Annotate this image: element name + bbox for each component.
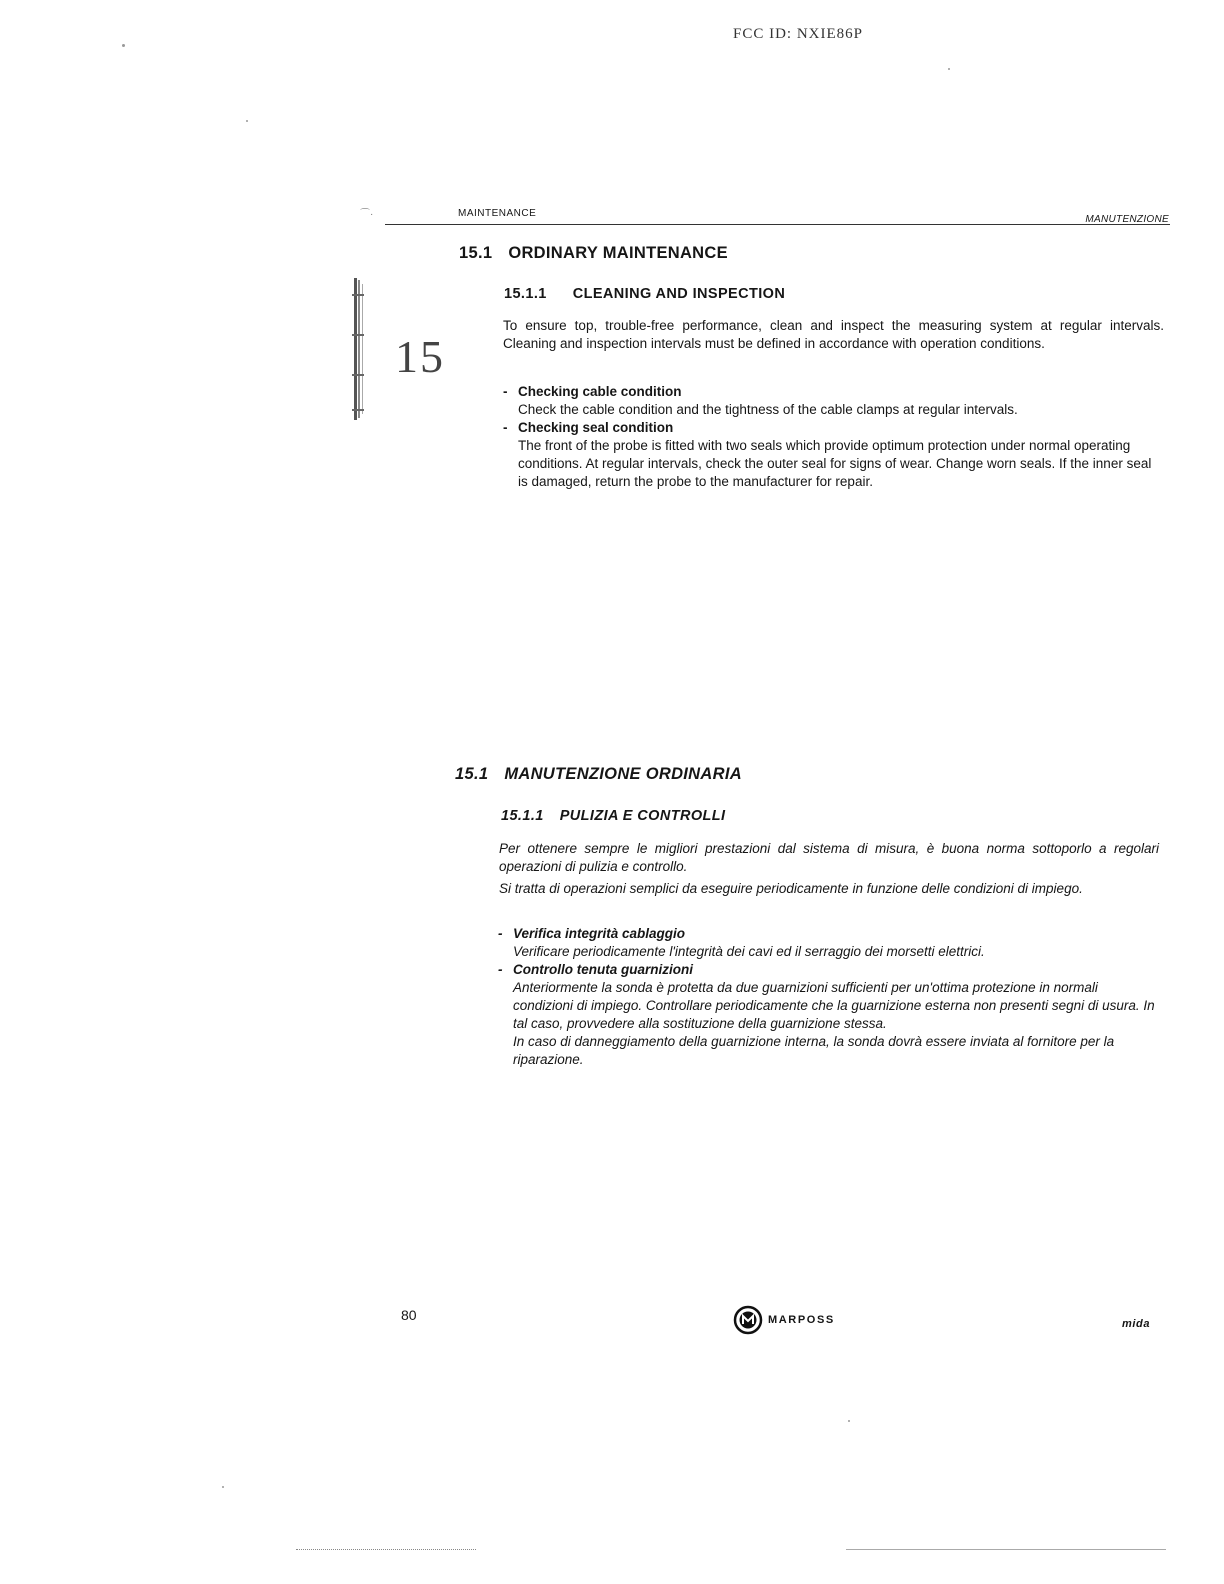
section-number: 15.1 (459, 244, 493, 262)
chapter-tab-number: 15 (395, 331, 445, 382)
scan-speck (122, 44, 125, 47)
scan-speck (948, 68, 950, 70)
header-rule (385, 224, 1170, 225)
subsection-title: PULIZIA E CONTROLLI (559, 808, 726, 824)
intro-paragraph-en: To ensure top, trouble-free performance, clean and inspect the measuring system at regular intervals. Cleaning and inspection intervals must be defined in accordance with operation conditions. (503, 318, 1164, 351)
header-mark: ⌒· (360, 209, 374, 220)
chapter-tab-bar (352, 274, 374, 424)
list-item (503, 419, 1164, 491)
list-item-title: - Verifica integrità cablaggio (513, 926, 686, 941)
list-item-body-2: In caso di danneggiamento della guarnizione interna, la sonda dovrà essere inviata al fornitore per la riparazione. (513, 1034, 1115, 1067)
checklist-it (498, 925, 1159, 1069)
list-item-body: Check the cable condition and the tightness of the cable clamps at regular intervals. (518, 402, 1018, 417)
subsection-title: CLEANING AND INSPECTION (572, 286, 786, 302)
scan-speck (222, 1486, 224, 1488)
list-item-title: - Controllo tenuta guarnizioni (513, 962, 693, 977)
scan-speck (848, 1420, 850, 1422)
header-left: MAINTENANCE (458, 208, 537, 219)
product-name: mida (1122, 1318, 1151, 1330)
section-heading-it (455, 765, 742, 784)
list-item-body: Anteriormente la sonda è protetta da due guarnizioni sufficienti per un'ottima protezione in normali condizioni di impiego. Controllare periodicamente che la guarnizione esterna non presenti segni di usura. In tal caso, provvedere alla sostituzione della guarnizione stessa. (513, 980, 1155, 1031)
list-item-title: - Checking cable condition (518, 384, 682, 399)
list-item-title: - Checking seal condition (518, 420, 674, 435)
subsection-number: 15.1.1 (504, 286, 547, 302)
brand-name: MARPOSS (768, 1314, 835, 1326)
list-item-body: Verificare periodicamente l'integrità dei cavi ed il serraggio dei morsetti elettrici. (513, 944, 985, 959)
scan-line (846, 1549, 1166, 1550)
intro-paragraph-it: Per ottenere sempre le migliori prestazioni dal sistema di misura, è buona norma sottoporlo a regolari operazioni di pulizia e controllo. (499, 841, 1159, 874)
page-number: 80 (401, 1307, 417, 1323)
section-title: ORDINARY MAINTENANCE (508, 244, 728, 262)
section-title: MANUTENZIONE ORDINARIA (504, 765, 742, 783)
section-number: 15.1 (455, 765, 489, 783)
checklist-en (503, 383, 1164, 491)
subsection-heading-en (504, 286, 785, 302)
subsection-heading-it (501, 808, 725, 824)
list-item (503, 383, 1164, 419)
fcc-id: FCC ID: NXIE86P (733, 26, 864, 42)
list-item (498, 961, 1159, 1069)
scan-speck (246, 120, 248, 122)
section-heading-en (459, 244, 728, 263)
list-item-body: The front of the probe is fitted with two seals which provide optimum protection under normal operating conditions. At regular intervals, check the outer seal for signs of wear. Change worn seals. If the inner seal is damaged, return the probe to the manufacturer for repair. (518, 438, 1152, 489)
intro-paragraph-it-2: Si tratta di operazioni semplici da eseguire periodicamente in funzione delle condizioni di impiego. (499, 881, 1083, 896)
list-item (498, 925, 1159, 961)
marposs-logo-icon (733, 1305, 763, 1335)
header-right: MANUTENZIONE (1085, 214, 1169, 225)
subsection-number: 15.1.1 (501, 808, 544, 824)
brand-logo (733, 1305, 835, 1335)
scan-line (296, 1549, 476, 1550)
